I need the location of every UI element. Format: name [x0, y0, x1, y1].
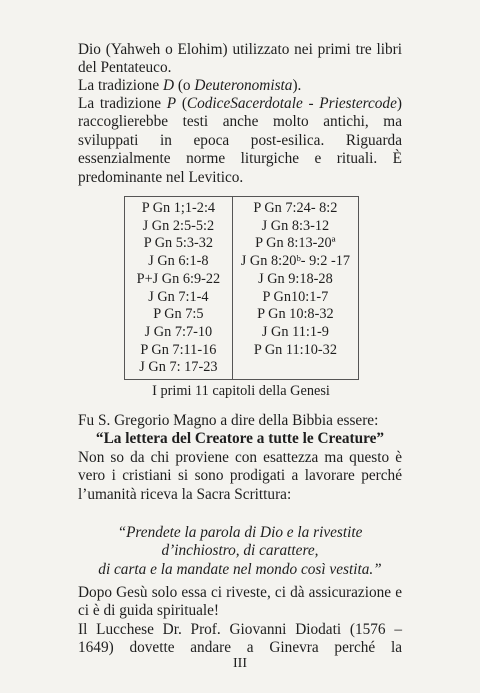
- tradition-p-line: essenzialmente norme liturgiche e rituali. È: [78, 150, 402, 168]
- tradition-p: [78, 95, 402, 187]
- text-span: La tradizione: [78, 77, 163, 94]
- table-cell: P Gn10:1-7: [262, 288, 329, 305]
- intro-line: del Pentateuco.: [78, 59, 172, 77]
- table-column-1: [125, 197, 233, 380]
- closing-line: Dopo Gesù solo essa ci riveste, ci dà assicurazione e: [78, 584, 402, 601]
- letter-d: D: [162, 77, 175, 94]
- page-number: III: [233, 656, 247, 671]
- table-cell: P Gn 10:8-32: [257, 306, 334, 323]
- table-column-2: [232, 197, 358, 380]
- genesis-table-block: [124, 196, 364, 400]
- priestercode: CodiceSacerdotale - Priestercode: [186, 95, 397, 112]
- deuteronomista: Deuteronomista: [194, 77, 293, 94]
- block-quote: [78, 524, 402, 579]
- table-cell: P Gn 7:24- 8:2: [253, 200, 338, 216]
- table-cell: J Gn 8:3-12: [261, 217, 330, 234]
- table-cell: J Gn 9:18-28: [258, 270, 333, 287]
- tradition-d: [78, 77, 402, 95]
- gregorio-text: [78, 412, 402, 504]
- table-cell: J Gn 7:7-10: [144, 323, 213, 340]
- closing-text: [78, 584, 402, 658]
- table-caption: I primi 11 capitoli della Genesi: [152, 383, 330, 400]
- tradition-p-line: [78, 95, 402, 113]
- table-cell: J Gn 2:5-5:2: [142, 217, 215, 234]
- table-cell: P Gn 7:5: [153, 306, 204, 323]
- genesis-table: [124, 196, 359, 380]
- table-cell: P+J Gn 6:9-22: [136, 270, 221, 287]
- tradition-p-line: predominante nel Levitico.: [78, 168, 244, 186]
- text-span: (o: [174, 77, 195, 94]
- letter-p: P: [166, 95, 177, 112]
- closing-line: Il Lucchese Dr. Prof. Giovanni Diodati (1576 –: [78, 620, 402, 638]
- table-cell: P Gn 8:13-20ª: [255, 235, 336, 252]
- tradition-p-line: raccoglierebbe testi anche molto antichi, ma: [78, 113, 402, 131]
- quote-line: di carta e la mandate nel mondo così vestita.”: [98, 560, 382, 578]
- quote-line: “Prendete la parola di Dio e la rivestite: [117, 524, 363, 541]
- table-cell: J Gn 11:1-9: [261, 323, 329, 340]
- table-cell: P Gn 11:10-32: [253, 341, 337, 358]
- gregorio-line: Non so da chi proviene con esattezza ma questo è: [78, 448, 402, 466]
- intro-text: [78, 41, 402, 78]
- table-cell: P Gn 7:11-16: [140, 341, 217, 358]
- intro-line: Dio (Yahweh o Elohim) utilizzato nei primi tre libri: [78, 41, 402, 58]
- table-cell: J Gn 8:20ᵇ- 9:2 -17: [240, 253, 351, 270]
- table-cell: P Gn 5:3-32: [143, 235, 214, 252]
- table-cell: J Gn 6:1-8: [148, 253, 209, 270]
- text-span: ): [396, 95, 402, 112]
- closing-line: ci è di guida spirituale!: [78, 602, 220, 620]
- gregorio-line: Fu S. Gregorio Magno a dire della Bibbia essere:: [78, 412, 379, 429]
- text-span: (: [176, 95, 187, 112]
- table-cell: P Gn 1;1-2:4: [141, 200, 216, 216]
- text-span: ).: [292, 77, 302, 94]
- quote-line: d’inchiostro, di carattere,: [161, 542, 319, 560]
- text-span: La tradizione: [78, 95, 167, 112]
- tradition-p-line: sviluppati in epoca post-esilica. Riguarda: [78, 131, 402, 149]
- table-cell: J Gn 7: 17-23: [139, 359, 218, 376]
- table-cell: J Gn 7:1-4: [148, 288, 209, 305]
- closing-line: 1649) dovette andare a Ginevra perché la: [78, 639, 402, 657]
- gregorio-line: l’umanità riceva la Sacra Scrittura:: [78, 485, 292, 503]
- bible-quote-title: “La lettera del Creatore a tutte le Creature”: [95, 430, 385, 448]
- gregorio-line: vero i cristiani si sono prodigati a lavorare perché: [78, 467, 402, 485]
